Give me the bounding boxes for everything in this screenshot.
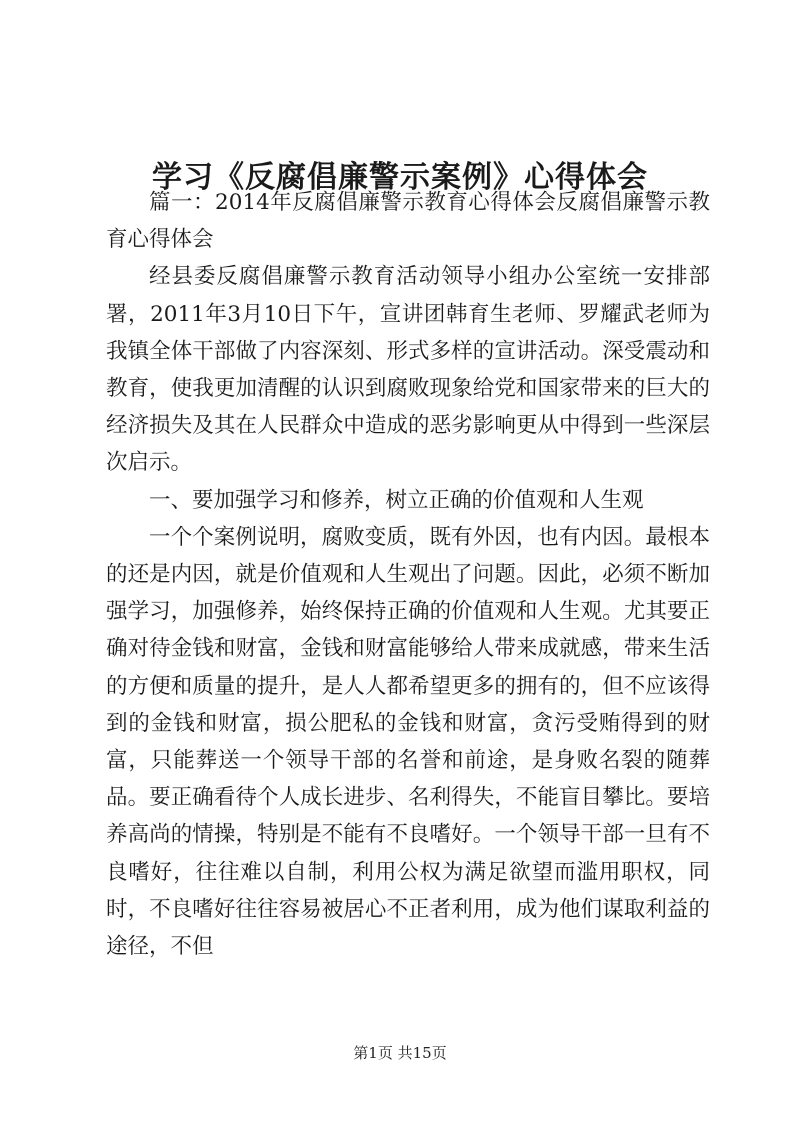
paragraph-1: 篇一：2014年反腐倡廉警示教育心得体会反腐倡廉警示教育心得体会: [106, 190, 710, 253]
section-heading-1: 一、要加强学习和修养，树立正确的价值观和人生观: [149, 487, 644, 513]
paragraph-2: 经县委反腐倡廉警示教育活动领导小组办公室统一安排部署，2011年3月10日下午，宣讲团韩育生老师、罗耀武老师为我镇全体干部做了内容深刻、形式多样的宣讲活动。深受震动和教育，使我更加清醒的认识到腐败现象给党和国家带来的巨大的经济损失及其在人民群众中造成的恶劣影响更从中得到一些深层次启示。: [106, 264, 710, 476]
document-body: [106, 184, 710, 965]
document-title: 学习《反腐倡廉警示案例》心得体会: [152, 160, 648, 196]
paragraph-3: 一个个案例说明，腐败变质，既有外因，也有内因。最根本的还是内因，就是价值观和人生观出了问题。因此，必须不断加强学习，加强修养，始终保持正确的价值观和人生观。尤其要正确对待金钱和财富，金钱和财富能够给人带来成就感，带来生活的方便和质量的提升，是人人都希望更多的拥有的，但不应该得到的金钱和财富，损公肥私的金钱和财富，贪污受贿得到的财富，只能葬送一个领导干部的名誉和前途，是身败名裂的随葬品。要正确看待个人成长进步、名利得失，不能盲目攀比。要培养高尚的情操，特别是不能有不良嗜好。一个领导干部一旦有不良嗜好，往往难以自制，利用公权为满足欲望而滥用职权，同时，不良嗜好往往容易被居心不正者利用，成为他们谋取利益的途径，不但: [106, 524, 710, 960]
page-footer: 第1页 共15页: [353, 1044, 447, 1062]
